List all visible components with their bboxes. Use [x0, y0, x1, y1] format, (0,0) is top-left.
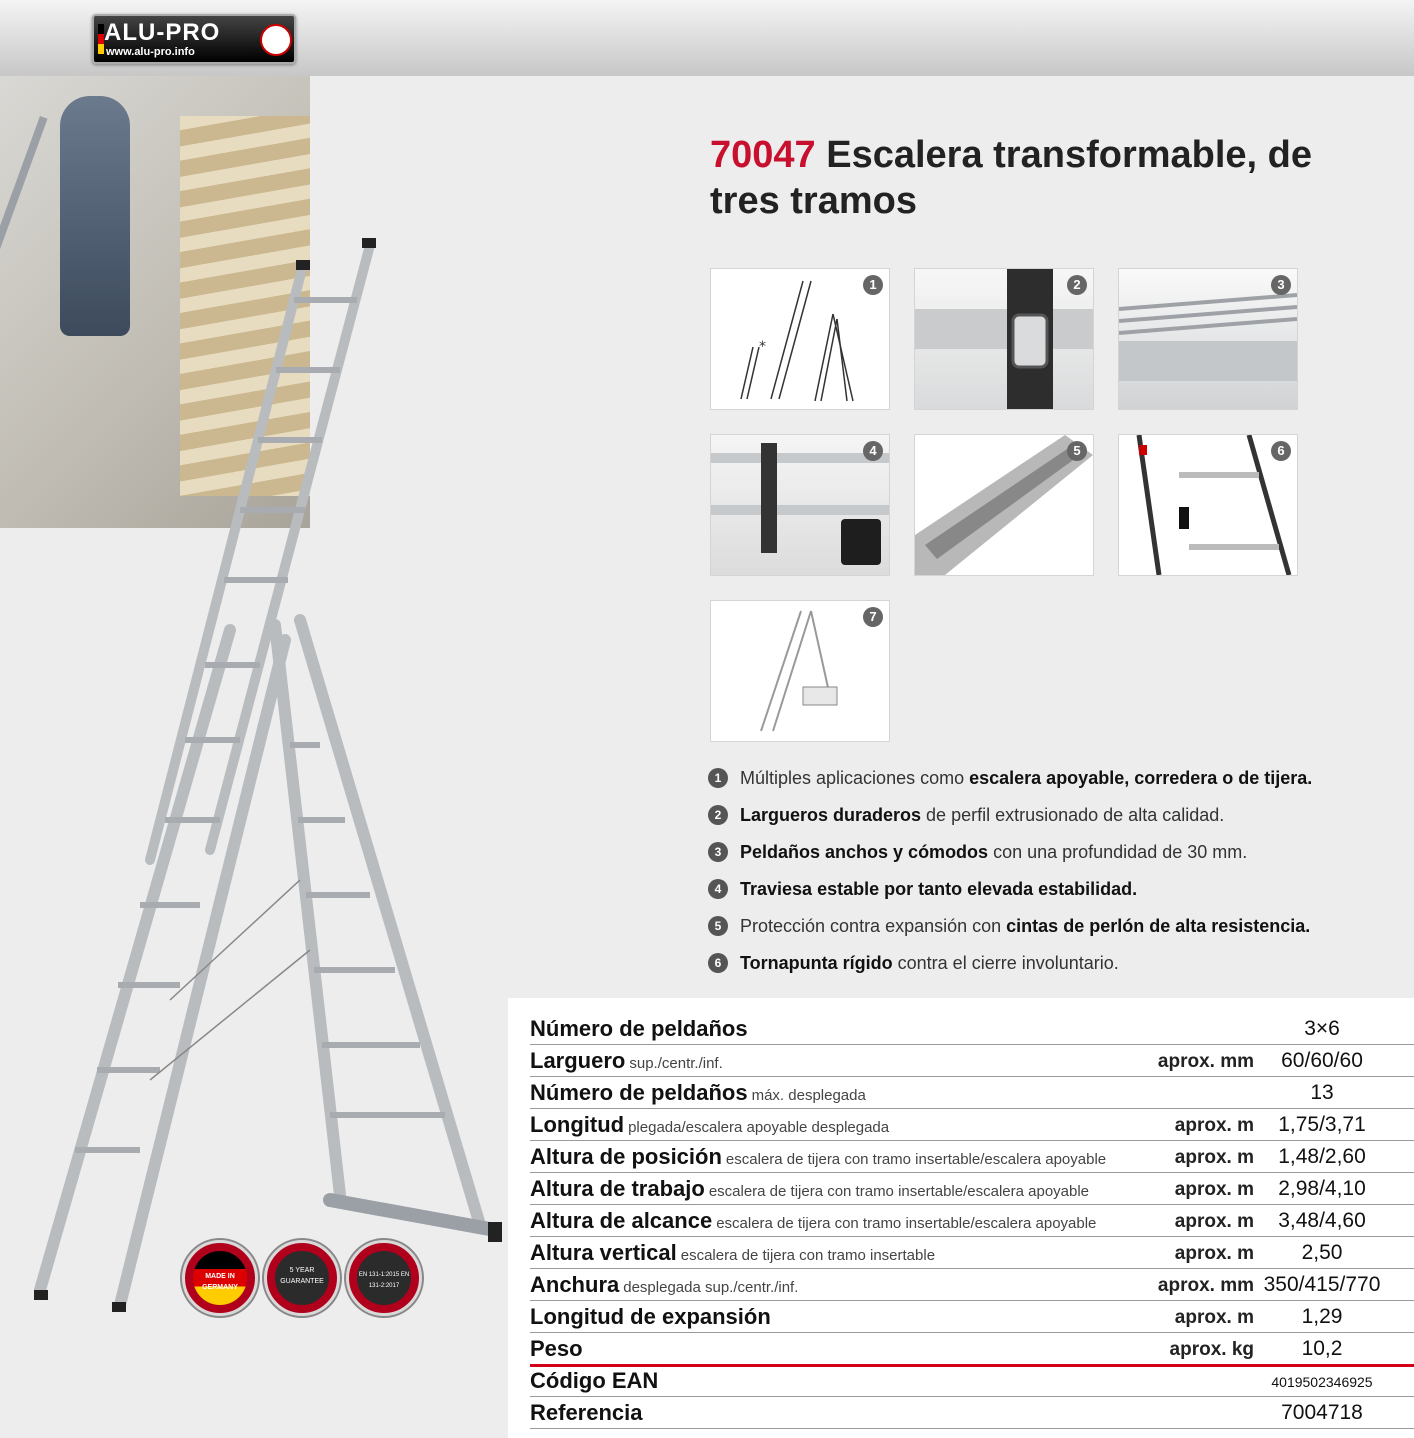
spec-label: Número de peldaños máx. desplegada	[530, 1080, 866, 1105]
perlon-strap-icon	[915, 435, 1093, 575]
badge-group	[182, 1240, 422, 1316]
feature-text-post: contra el cierre involuntario.	[892, 953, 1119, 973]
spec-unit: aprox. mm	[1157, 1275, 1254, 1296]
spec-row	[530, 1396, 1414, 1429]
product-title: Escalera transformable, de tres tramos	[710, 134, 1313, 222]
thumbnail-4	[710, 434, 890, 576]
spec-label: Referencia	[530, 1400, 643, 1425]
product-number: 70047	[710, 134, 816, 176]
spec-row	[530, 1012, 1414, 1045]
thumbnail-1	[710, 268, 890, 410]
feature-item	[708, 803, 1348, 827]
thumbnail-5	[914, 434, 1094, 576]
spec-unit: aprox. kg	[1169, 1339, 1254, 1360]
spec-row	[530, 1364, 1414, 1397]
feature-item	[708, 766, 1348, 790]
feature-number: 1	[708, 768, 728, 788]
thumbnail-6	[1118, 434, 1298, 576]
feature-item	[708, 840, 1348, 864]
spec-label: Longitud plegada/escalera apoyable desplegada	[530, 1112, 890, 1137]
spec-label: Altura de trabajo escalera de tijera con tramo insertable/escalera apoyable	[530, 1176, 1090, 1201]
svg-text:*: *	[759, 339, 766, 355]
feature-item	[708, 914, 1348, 938]
thumbnail-3	[1118, 268, 1298, 410]
thumbnail-number: 3	[1271, 275, 1291, 295]
logo-name: ALU-PRO	[104, 19, 221, 46]
spec-row	[530, 1268, 1414, 1301]
thumbnail-number: 1	[863, 275, 883, 295]
feature-bold-text: Peldaños anchos y cómodos	[740, 842, 989, 862]
spec-row	[530, 1172, 1414, 1205]
made-in-germany-text: MADE IN GERMANY	[202, 1273, 238, 1291]
rung-profile-icon	[1119, 269, 1297, 409]
spec-value: 1,29	[1301, 1305, 1343, 1328]
guarantee-icon	[264, 1240, 340, 1316]
spec-label: Número de peldaños	[530, 1016, 748, 1041]
feature-text-post: de perfil extrusionado de alta calidad.	[921, 805, 1225, 825]
stair-use-icon	[711, 601, 889, 741]
spec-value: 7004718	[1281, 1401, 1363, 1424]
spec-unit: aprox. m	[1174, 1115, 1254, 1136]
spec-row	[530, 1140, 1414, 1173]
spec-row	[530, 1332, 1414, 1367]
logo-url: www.alu-pro.info	[106, 46, 195, 58]
spec-label: Longitud de expansión	[530, 1304, 771, 1329]
thumbnail-number: 2	[1067, 275, 1087, 295]
feature-bold-text: escalera apoyable, corredera o de tijera.	[969, 768, 1313, 788]
thumbnail-number: 6	[1271, 441, 1291, 461]
product-ladder-image	[0, 0, 520, 1320]
spec-unit: aprox. m	[1174, 1147, 1254, 1168]
spec-value: 3,48/4,60	[1278, 1209, 1366, 1232]
spec-row	[530, 1044, 1414, 1077]
spec-label: Código EAN	[530, 1368, 659, 1393]
spec-label: Altura de posición escalera de tijera con tramo insertable/escalera apoyable	[530, 1144, 1107, 1169]
feature-text-post: con una profundidad de 30 mm.	[988, 842, 1248, 862]
crossbar-foot-icon	[711, 435, 889, 575]
thumbnail-2	[914, 268, 1094, 410]
certification-text: EN 131-1:2015 EN 131-2:2017	[358, 1272, 410, 1289]
feature-number: 2	[708, 805, 728, 825]
spec-row	[530, 1076, 1414, 1109]
feature-text: Múltiples aplicaciones como	[740, 768, 970, 788]
spec-value: 2,98/4,10	[1278, 1177, 1366, 1200]
feature-item	[708, 877, 1348, 901]
spec-value: 2,50	[1301, 1241, 1343, 1264]
spec-unit: aprox. m	[1174, 1211, 1254, 1232]
spec-row	[530, 1236, 1414, 1269]
spec-label: Larguero sup./centr./inf.	[530, 1048, 723, 1073]
page-title	[710, 132, 1350, 224]
feature-bold-text: Largueros duraderos	[740, 805, 922, 825]
feature-list	[708, 766, 1348, 988]
certification-check-icon	[346, 1240, 422, 1316]
spec-label: Peso	[530, 1336, 583, 1361]
feature-item	[708, 951, 1348, 975]
ladder-configurations-icon	[711, 269, 889, 409]
spec-label: Altura vertical escalera de tijera con tramo insertable	[530, 1240, 936, 1265]
thumbnail-number: 5	[1067, 441, 1087, 461]
spec-row	[530, 1300, 1414, 1333]
spec-unit: aprox. m	[1174, 1179, 1254, 1200]
spec-value: 1,48/2,60	[1278, 1145, 1366, 1168]
spec-value: 13	[1310, 1081, 1334, 1104]
thumbnail-number: 4	[863, 441, 883, 461]
feature-bold-text: cintas de perlón de alta resistencia.	[1006, 916, 1311, 936]
thumbnail-number: 7	[863, 607, 883, 627]
spec-row	[530, 1108, 1414, 1141]
spec-row	[530, 1204, 1414, 1237]
feature-bold-text: Tornapunta rígido	[740, 953, 893, 973]
spec-value: 4019502346925	[1271, 1374, 1373, 1390]
spec-unit: aprox. m	[1174, 1307, 1254, 1328]
spec-unit: aprox. m	[1174, 1243, 1254, 1264]
spec-unit: aprox. mm	[1157, 1051, 1254, 1072]
spec-label: Altura de alcance escalera de tijera con tramo insertable/escalera apoyable	[530, 1208, 1097, 1233]
rigid-brace-icon	[1119, 435, 1297, 575]
feature-number: 6	[708, 953, 728, 973]
spec-label: Anchura desplegada sup./centr./inf.	[530, 1272, 799, 1297]
guarantee-text: 5 YEAR GUARANTEE	[280, 1267, 324, 1285]
germany-flag-icon	[182, 1240, 258, 1316]
spec-value: 350/415/770	[1263, 1273, 1381, 1296]
feature-number: 4	[708, 879, 728, 899]
feature-number: 3	[708, 842, 728, 862]
spec-value: 3×6	[1304, 1017, 1340, 1040]
feature-number: 5	[708, 916, 728, 936]
feature-text: Protección contra expansión con	[740, 916, 1007, 936]
spec-value: 60/60/60	[1281, 1049, 1363, 1072]
spec-table	[508, 998, 1414, 1438]
thumbnail-7	[710, 600, 890, 742]
spec-value: 1,75/3,71	[1278, 1113, 1366, 1136]
rail-profile-icon	[915, 269, 1093, 409]
feature-bold-text: Traviesa estable por tanto elevada estabilidad.	[740, 879, 1138, 899]
spec-value: 10,2	[1301, 1337, 1343, 1360]
